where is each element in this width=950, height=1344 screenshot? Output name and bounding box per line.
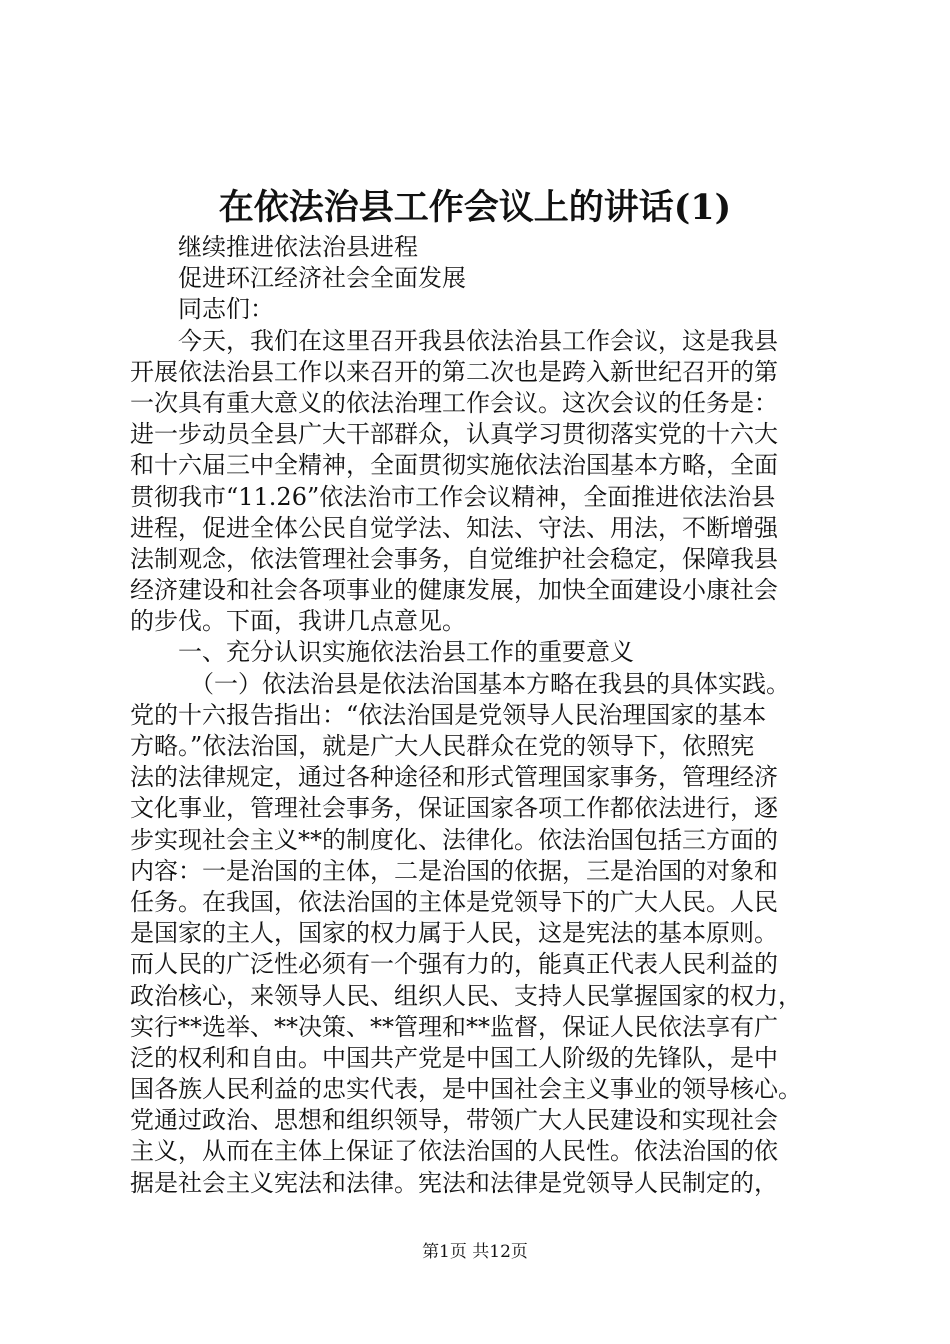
paragraph-line: 国各族人民利益的忠实代表，是中国社会主义事业的领导核心。 [130,1075,802,1104]
paragraph-line: 党的十六报告指出：“依法治国是党领导人民治理国家的基本 [130,700,767,729]
subsection-heading: （一）依法治县是依法治国基本方略在我县的具体实践。 [190,669,790,698]
paragraph-line: 任务。在我国，依法治国的主体是党领导下的广大人民。人民 [130,887,778,916]
paragraph-line: 主义，从而在主体上保证了依法治国的人民性。依法治国的依 [130,1137,778,1166]
paragraph-line: 而人民的广泛性必须有一个强有力的，能真正代表人民利益的 [130,950,778,979]
section-heading: 一、充分认识实施依法治县工作的重要意义 [178,638,634,667]
paragraph-line: 是国家的主人，国家的权力属于人民，这是宪法的基本原则。 [130,919,778,948]
paragraph-line: 据是社会主义宪法和法律。宪法和法律是党领导人民制定的， [130,1168,778,1197]
paragraph-line: 党通过政治、思想和组织领导，带领广大人民建设和实现社会 [130,1106,778,1135]
paragraph-line: 和十六届三中全精神，全面贯彻实施依法治国基本方略，全面 [130,451,778,480]
paragraph-line: 今天，我们在这里召开我县依法治县工作会议，这是我县 [178,326,778,355]
paragraph-line: 政治核心，来领导人民、组织人民、支持人民掌握国家的权力， [130,981,802,1010]
paragraph-line: 步实现社会主义**的制度化、法律化。依法治国包括三方面的 [130,825,778,854]
paragraph-line: 经济建设和社会各项事业的健康发展，加快全面建设小康社会 [130,576,778,605]
paragraph-line: 内容：一是治国的主体，二是治国的依据，三是治国的对象和 [130,856,778,885]
paragraph-line: 方略。”依法治国，就是广大人民群众在党的领导下，依照宪 [130,732,755,760]
paragraph-line: 文化事业，管理社会事务，保证国家各项工作都依法进行，逐 [130,794,778,823]
paragraph-line: 进一步动员全县广大干部群众，认真学习贯彻落实党的十六大 [130,420,778,449]
salutation: 同志们： [178,295,274,324]
paragraph-line: 法制观念，依法管理社会事务，自觉维护社会稳定，保障我县 [130,544,778,573]
subtitle-line-1: 继续推进依法治县进程 [178,233,418,261]
paragraph-line: 进程，促进全体公民自觉学法、知法、守法、用法，不断增强 [130,513,778,542]
paragraph-line: 泛的权利和自由。中国共产党是中国工人阶级的先锋队，是中 [130,1043,778,1072]
paragraph-line: 实行**选举、**决策、**管理和**监督，保证人民依法享有广 [130,1012,778,1041]
document-title: 在依法治县工作会议上的讲话(1) [218,187,732,228]
paragraph-line: 开展依法治县工作以来召开的第二次也是跨入新世纪召开的第 [130,357,778,386]
document-body [130,232,830,1199]
paragraph-line: 的步伐。下面，我讲几点意见。 [130,607,466,636]
page-footer: 第1页 共12页 [422,1242,528,1262]
paragraph-line: 贯彻我市“11.26”依法治市工作会议精神，全面推进依法治县 [130,482,776,511]
paragraph-line: 法的法律规定，通过各种途径和形式管理国家事务，管理经济 [130,763,778,792]
subtitle-line-2: 促进环江经济社会全面发展 [178,264,466,293]
paragraph-line: 一次具有重大意义的依法治理工作会议。这次会议的任务是： [130,388,778,417]
